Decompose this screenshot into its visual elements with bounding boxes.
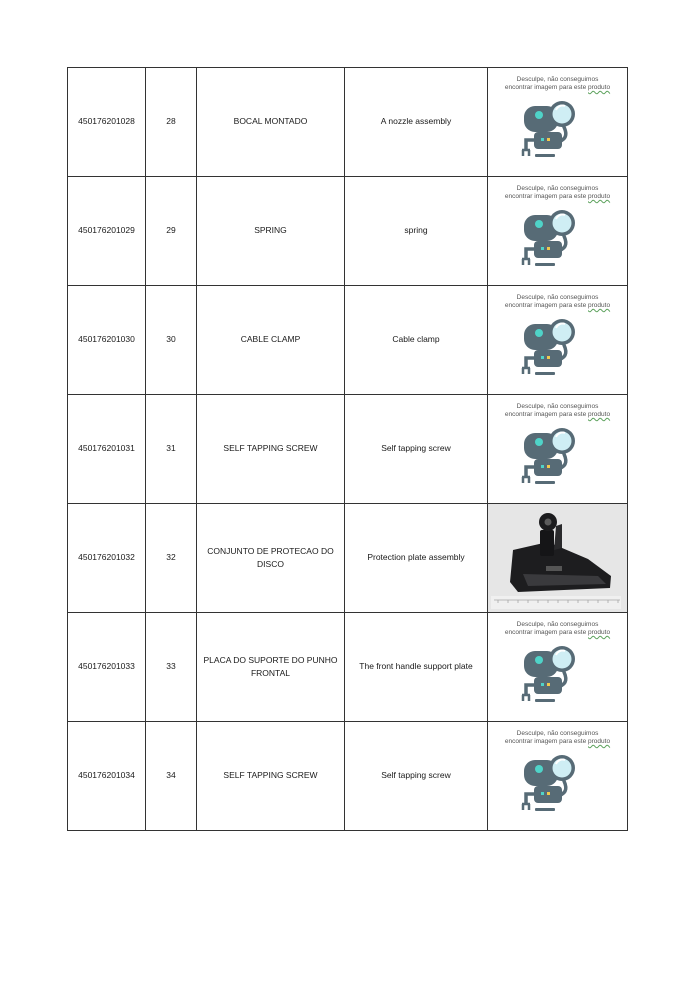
robot-magnifier-placeholder-icon bbox=[520, 425, 586, 495]
table-row bbox=[68, 68, 628, 177]
placeholder-message bbox=[488, 294, 627, 310]
part-name-en-cell: Cable clamp bbox=[345, 286, 488, 395]
part-name-en-cell: Self tapping screw bbox=[345, 722, 488, 831]
item-number-cell: 31 bbox=[146, 395, 197, 504]
table-row bbox=[68, 504, 628, 613]
placeholder-message bbox=[488, 185, 627, 201]
part-code-cell: 450176201034 bbox=[68, 722, 146, 831]
placeholder-message bbox=[488, 730, 627, 746]
part-code-cell: 450176201028 bbox=[68, 68, 146, 177]
part-name-pt-cell: SELF TAPPING SCREW bbox=[197, 722, 345, 831]
placeholder-line-2: encontrar imagem para este bbox=[504, 84, 589, 92]
robot-magnifier-placeholder-icon bbox=[520, 752, 586, 822]
table-row bbox=[68, 286, 628, 395]
placeholder-line-1: Desculpe, não conseguimos bbox=[516, 76, 599, 83]
part-image-cell bbox=[488, 722, 628, 831]
part-name-en-cell: Protection plate assembly bbox=[345, 504, 488, 613]
item-number-cell: 32 bbox=[146, 504, 197, 613]
part-name-pt-cell: CABLE CLAMP bbox=[197, 286, 345, 395]
part-image-cell bbox=[488, 68, 628, 177]
robot-magnifier-placeholder-icon bbox=[520, 316, 586, 386]
part-image-cell bbox=[488, 286, 628, 395]
part-name-en-cell: The front handle support plate bbox=[345, 613, 488, 722]
placeholder-message bbox=[488, 621, 627, 637]
part-name-pt-cell: SPRING bbox=[197, 177, 345, 286]
table-row bbox=[68, 613, 628, 722]
part-code-cell: 450176201032 bbox=[68, 504, 146, 613]
parts-table-body bbox=[68, 68, 628, 831]
part-image-cell bbox=[488, 177, 628, 286]
part-name-pt-cell: SELF TAPPING SCREW bbox=[197, 395, 345, 504]
placeholder-message bbox=[488, 403, 627, 419]
parts-table bbox=[67, 67, 628, 831]
table-row bbox=[68, 177, 628, 286]
image-placeholder bbox=[488, 395, 627, 503]
image-placeholder bbox=[488, 286, 627, 394]
item-number-cell: 28 bbox=[146, 68, 197, 177]
item-number-cell: 34 bbox=[146, 722, 197, 831]
part-name-en-cell: spring bbox=[345, 177, 488, 286]
image-placeholder bbox=[488, 613, 627, 721]
placeholder-underlined-word: produto bbox=[588, 302, 611, 310]
table-row bbox=[68, 395, 628, 504]
image-placeholder bbox=[488, 68, 627, 176]
part-name-pt-cell: CONJUNTO DE PROTECAO DO DISCO bbox=[197, 504, 345, 613]
protection-plate-photo bbox=[488, 504, 627, 612]
part-name-en-cell: Self tapping screw bbox=[345, 395, 488, 504]
placeholder-line-2: encontrar imagem para este bbox=[504, 193, 589, 201]
part-name-pt-cell: PLACA DO SUPORTE DO PUNHO FRONTAL bbox=[197, 613, 345, 722]
image-placeholder bbox=[488, 177, 627, 285]
placeholder-line-2: encontrar imagem para este bbox=[504, 302, 589, 310]
robot-magnifier-placeholder-icon bbox=[520, 207, 586, 277]
item-number-cell: 33 bbox=[146, 613, 197, 722]
part-code-cell: 450176201030 bbox=[68, 286, 146, 395]
placeholder-line-1: Desculpe, não conseguimos bbox=[516, 730, 599, 737]
placeholder-line-1: Desculpe, não conseguimos bbox=[516, 403, 599, 410]
image-placeholder bbox=[488, 722, 627, 830]
placeholder-underlined-word: produto bbox=[588, 193, 611, 201]
placeholder-underlined-word: produto bbox=[588, 738, 611, 746]
placeholder-line-1: Desculpe, não conseguimos bbox=[516, 185, 599, 192]
part-image-cell bbox=[488, 613, 628, 722]
placeholder-line-2: encontrar imagem para este bbox=[504, 738, 589, 746]
part-image-cell bbox=[488, 395, 628, 504]
placeholder-line-1: Desculpe, não conseguimos bbox=[516, 294, 599, 301]
part-code-cell: 450176201033 bbox=[68, 613, 146, 722]
placeholder-line-1: Desculpe, não conseguimos bbox=[516, 621, 599, 628]
placeholder-underlined-word: produto bbox=[588, 84, 611, 92]
placeholder-line-2: encontrar imagem para este bbox=[504, 411, 589, 419]
part-image-cell bbox=[488, 504, 628, 613]
placeholder-underlined-word: produto bbox=[588, 411, 611, 419]
placeholder-message bbox=[488, 76, 627, 92]
robot-magnifier-placeholder-icon bbox=[520, 643, 586, 713]
item-number-cell: 29 bbox=[146, 177, 197, 286]
part-code-cell: 450176201029 bbox=[68, 177, 146, 286]
robot-magnifier-placeholder-icon bbox=[520, 98, 586, 168]
part-name-en-cell: A nozzle assembly bbox=[345, 68, 488, 177]
placeholder-underlined-word: produto bbox=[588, 629, 611, 637]
item-number-cell: 30 bbox=[146, 286, 197, 395]
part-code-cell: 450176201031 bbox=[68, 395, 146, 504]
placeholder-line-2: encontrar imagem para este bbox=[504, 629, 589, 637]
part-name-pt-cell: BOCAL MONTADO bbox=[197, 68, 345, 177]
table-row bbox=[68, 722, 628, 831]
